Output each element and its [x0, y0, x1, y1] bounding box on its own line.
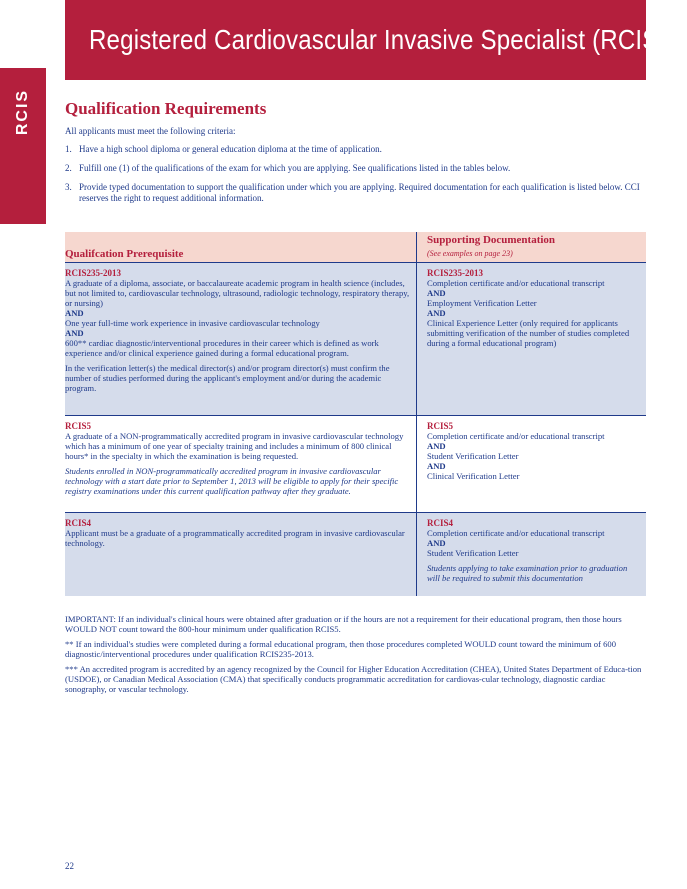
qualification-table	[65, 232, 646, 596]
footnote: IMPORTANT: If an individual's clinical hours were obtained after graduation or if the hours are not a requirement for their educational program, then those hours WOULD NOT count toward the 800-hour minimum under qualification RCIS5.	[65, 614, 622, 634]
page-title: Registered Cardiovascular Invasive Specialist (RCIS)	[89, 24, 667, 55]
column-header-prerequisite	[65, 232, 417, 263]
footnote: ** If an individual's studies were completed during a formal educational program, then those procedures completed WOULD count toward the minimum of 600 diagnostic/interventional procedures under qualification RCIS235-2013.	[65, 639, 617, 659]
table-row	[65, 416, 646, 513]
documentation-text: Completion certificate and/or educational transcript	[427, 431, 605, 441]
criteria-item	[65, 182, 645, 204]
prerequisite-text: In the verification letter(s) the medical director(s) and/or program director(s) must confirm the number of studies performed during the applicant's employment and/or during the academic program.	[65, 363, 390, 393]
criteria-number: 3.	[65, 182, 72, 192]
table-header-row	[65, 232, 646, 263]
criteria-text: Have a high school diploma or general education diploma at the time of application.	[79, 144, 382, 154]
prerequisite-note: Students enrolled in NON-programmatically accredited program in invasive cardiovascular technology with a start date prior to September 1, 2013 will be eligible to apply for their specific registry examinations under this current qualification pathway after they graduate.	[65, 466, 399, 496]
documentation-header-note: (See examples on page 23)	[427, 249, 513, 258]
criteria-number: 2.	[65, 163, 72, 173]
qualification-code: RCIS235-2013	[65, 268, 122, 278]
documentation-text: Clinical Verification Letter	[427, 471, 520, 481]
column-header-documentation	[417, 232, 647, 263]
side-tab-label: RCIS	[14, 88, 31, 136]
criteria-item	[65, 163, 645, 174]
and-connector: AND	[427, 538, 446, 548]
and-connector: AND	[65, 328, 84, 338]
prerequisite-text: 600** cardiac diagnostic/interventional procedures in their career which is defined as work experience and/or clinical experience gained during a formal educational program.	[65, 338, 379, 358]
prerequisite-text: Applicant must be a graduate of a programmatically accredited program in invasive cardiovascular technology.	[65, 528, 405, 548]
prerequisite-text: A graduate of a diploma, associate, or baccalaureate academic program in health science (includes, but not limited to, cardiovascular technology, ultrasound, radiologic technology, respiratory therapy, or nursing)	[65, 278, 410, 308]
criteria-item	[65, 144, 645, 155]
prerequisite-text: One year full-time work experience in invasive cardiovascular technology	[65, 318, 320, 328]
section-title: Qualification Requirements	[65, 99, 267, 118]
and-connector: AND	[427, 288, 446, 298]
documentation-text: Completion certificate and/or educational transcript	[427, 528, 605, 538]
footnotes	[65, 614, 646, 699]
documentation-text: Student Verification Letter	[427, 451, 519, 461]
qualification-code: RCIS5	[65, 421, 92, 431]
table-row	[65, 513, 646, 597]
documentation-text: Clinical Experience Letter (only required for applicants submitting verification of the number of studies completed during a formal educational program)	[427, 318, 630, 348]
side-section-tab	[0, 68, 46, 224]
prerequisite-cell	[65, 513, 417, 597]
prerequisite-header-label: Qualifcation Prerequisite	[65, 248, 184, 260]
footnote: *** An accredited program is accredited by an agency recognized by the Council for Higher Education Accreditation (CHEA), United States Department of Educa-tion (USDOE), or Canadian Medical Association (CMA) that specifically conducts programmatic accreditation for cardiovas-cular technology, diagnostic cardiac sonography, or vascular technology.	[65, 664, 642, 694]
qualification-code: RCIS4	[427, 518, 454, 528]
page-number: 22	[65, 861, 74, 871]
documentation-text: Completion certificate and/or educational transcript	[427, 278, 605, 288]
criteria-number: 1.	[65, 144, 72, 154]
prerequisite-cell	[65, 416, 417, 513]
documentation-text: Employment Verification Letter	[427, 298, 537, 308]
prerequisite-cell	[65, 263, 417, 416]
qualification-code: RCIS4	[65, 518, 92, 528]
and-connector: AND	[65, 308, 84, 318]
qualification-code: RCIS5	[427, 421, 454, 431]
documentation-cell	[417, 513, 647, 597]
criteria-text: Provide typed documentation to support the qualification under which you are applying. Required documentation for each qualification is listed below. CCI reserves the right to request additional information.	[79, 182, 640, 203]
documentation-header-label: Supporting Documentation	[427, 234, 556, 246]
and-connector: AND	[427, 441, 446, 451]
and-connector: AND	[427, 461, 446, 471]
documentation-note: Students applying to take examination prior to graduation will be required to submit this documentation	[427, 563, 628, 583]
criteria-text: Fulfill one (1) of the qualifications of the exam for which you are applying. See qualifications listed in the tables below.	[79, 163, 511, 173]
header-banner	[65, 0, 667, 80]
criteria-list	[65, 144, 645, 212]
qualification-code: RCIS235-2013	[427, 268, 484, 278]
prerequisite-text: A graduate of a NON-programmatically accredited program in invasive cardiovascular technology which has a minimum of one year of specialty training and includes a minimum of 800 clinical hours* in the specialty in which the examination is being requested.	[65, 431, 404, 461]
documentation-cell	[417, 263, 647, 416]
documentation-text: Student Verification Letter	[427, 548, 519, 558]
criteria-intro: All applicants must meet the following criteria:	[65, 126, 236, 136]
documentation-cell	[417, 416, 647, 513]
table-row	[65, 263, 646, 416]
and-connector: AND	[427, 308, 446, 318]
